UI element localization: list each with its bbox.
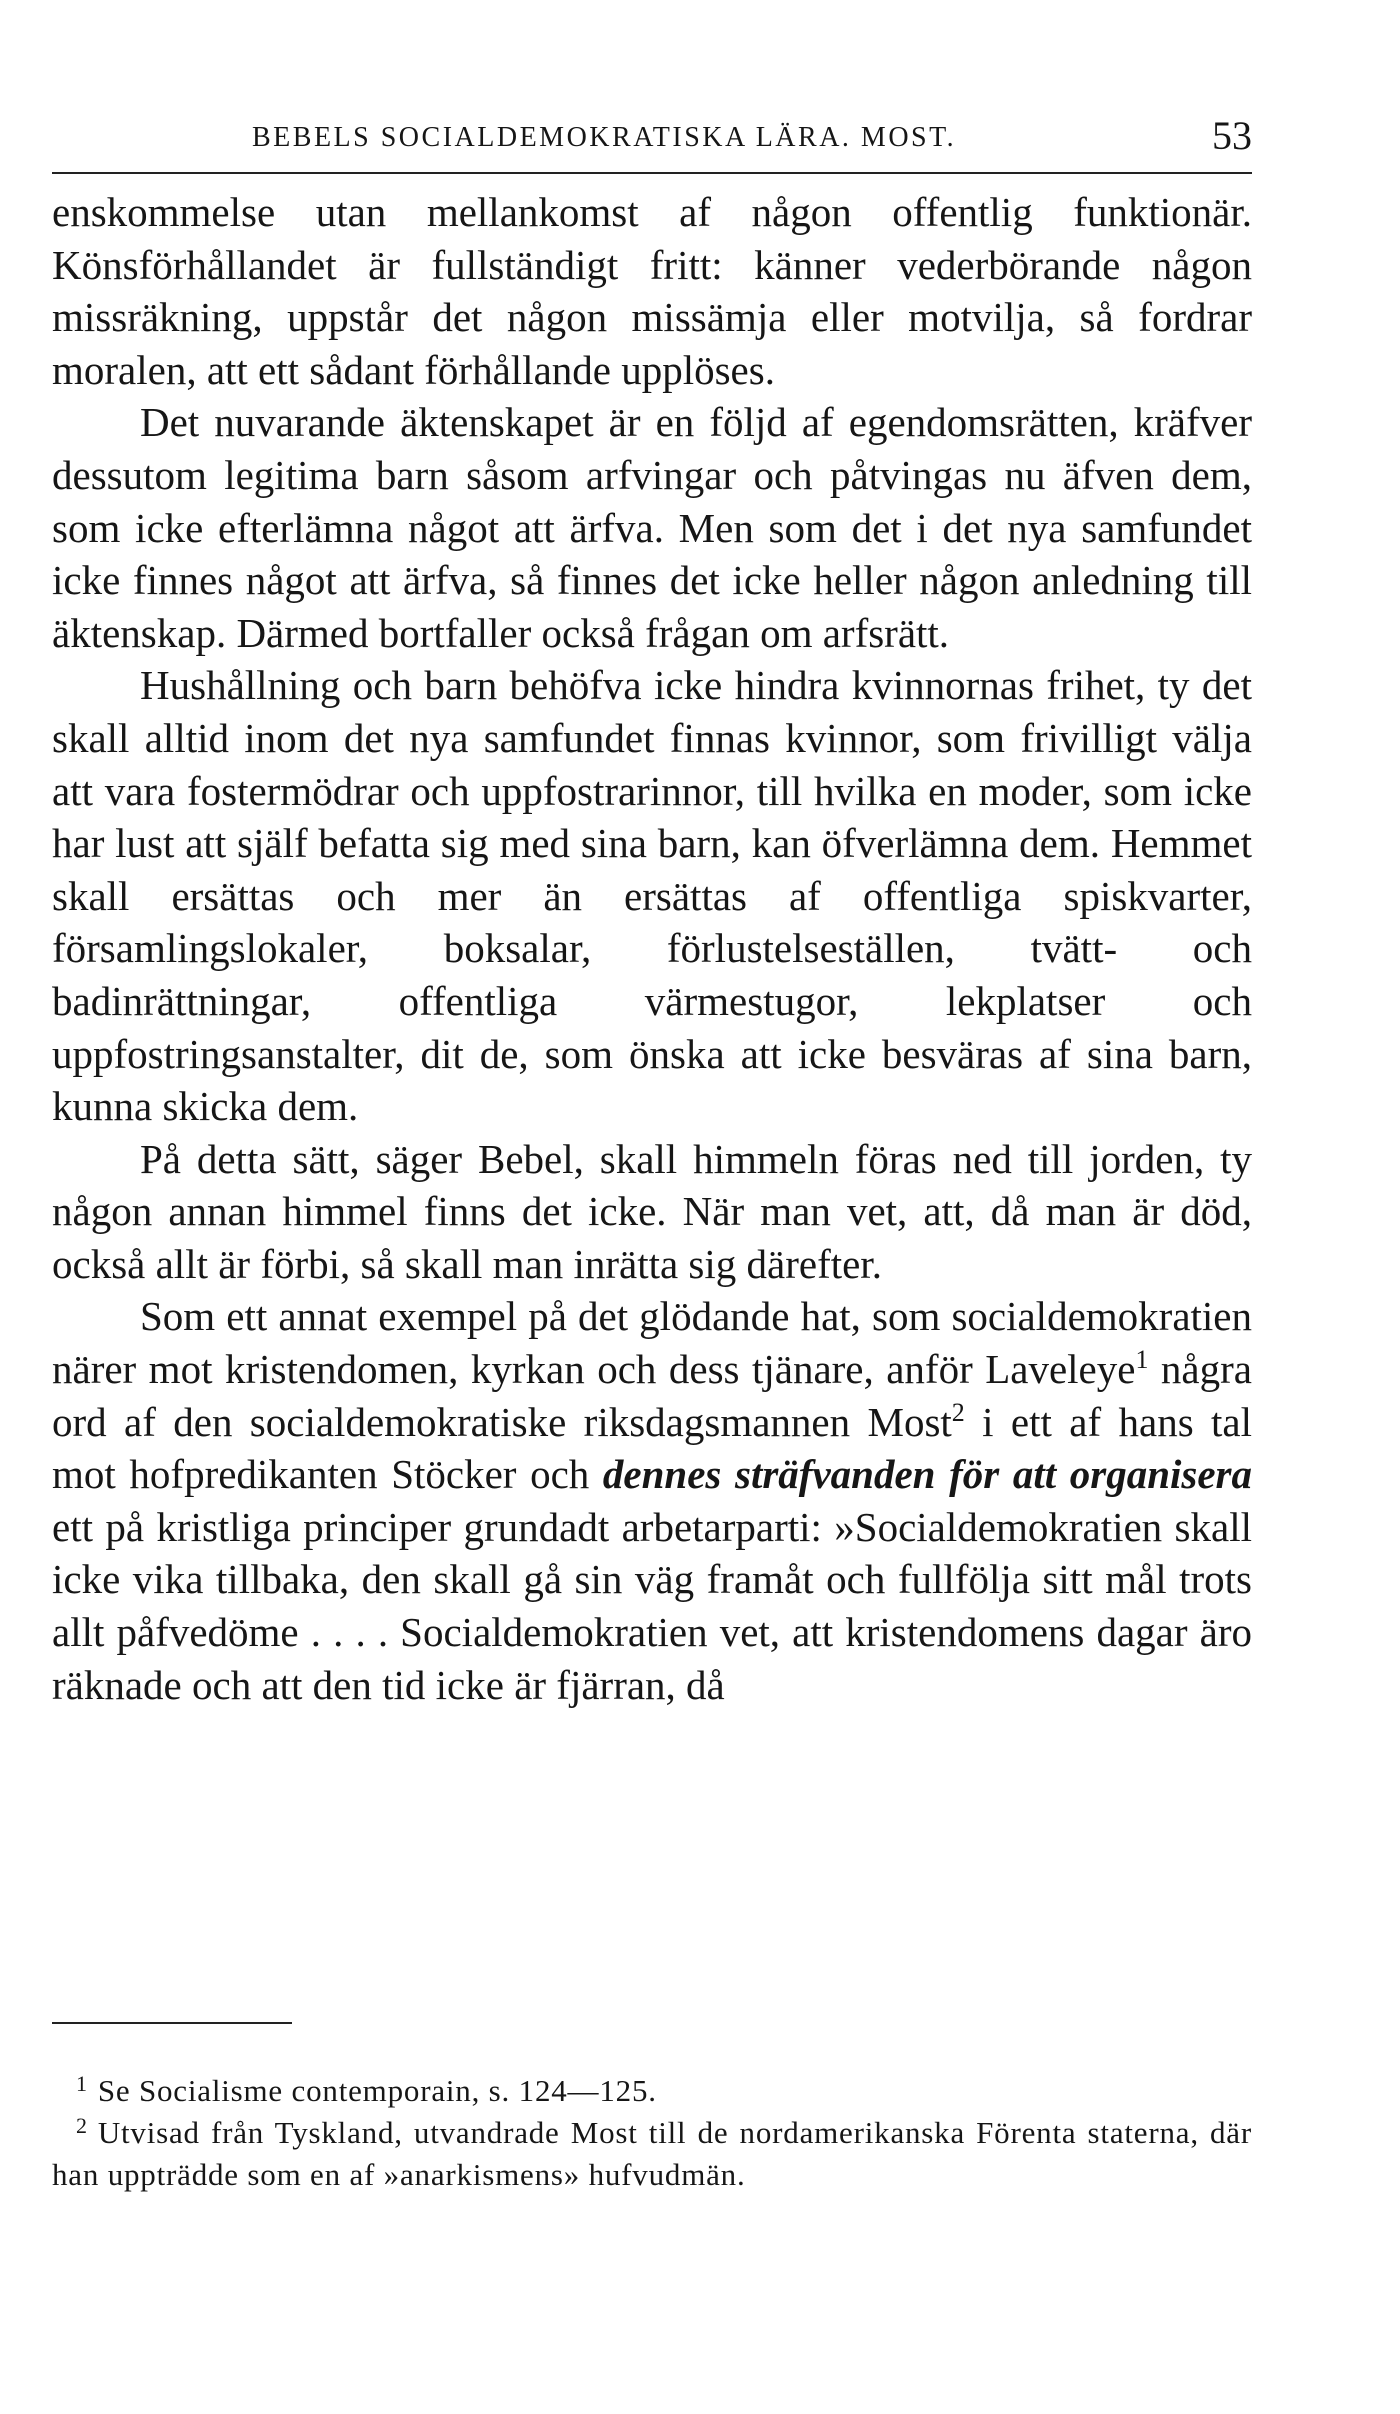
paragraph-most-text-2: några ord af den socialdemokratiske riksdagsmannen Most [52,1346,1252,1445]
paragraph-most-text-3: i ett af hans tal mot hofpredikanten Stöcker och [52,1398,1252,1498]
header-rule [52,172,1252,174]
footnote-ref-2: 2 [951,1397,965,1427]
footnote-mark-1: 1 [76,2071,88,2096]
running-head [52,100,1252,170]
paragraph-bebel: På detta sätt, säger Bebel, skall himmeln föras ned till jorden, ty någon annan himmel finns det icke. När man vet, att, då man är död, också allt är förbi, så skall man inrätta sig därefter. [52,1135,1252,1287]
italic-phrase: dennes sträfvanden för att organisera [602,1451,1252,1498]
running-head-title: BEBELS SOCIALDEMOKRATISKA LÄRA. MOST. [252,122,957,153]
paragraph-marriage: Det nuvarande äktenskapet är en följd af egendomsrätten, kräfver dessutom legitima barn såsom arfvingar och påtvingas nu äfven dem, som icke efterlämna något att ärfva. Men som det i det nya samfundet icke finnes något att ärfva, så finnes det icke heller någon anledning till äktenskap. Därmed bortfaller också frågan om arfsrätt. [52,399,1252,656]
footnote-mark-2: 2 [76,2113,88,2138]
paragraph-most-text-1: Som ett annat exempel på det glödande hat, som socialdemokratien närer mot kristendomen, kyrkan och dess tjänare, anför Laveleye [52,1293,1252,1393]
footnote-1 [52,2070,1252,2112]
footnote-rule [52,2022,292,2024]
paragraph-most-text-4: ett på kristliga principer grundadt arbetarparti: »Socialdemokratien skall icke vika tillbaka, den skall gå sin väg framåt och fullfölja sitt mål trots allt påfvedöme . . . . Socialdemokratien vet, att kristendomens dagar äro räknade och att den tid icke är fjärran, då [52,1503,1252,1708]
body-text [52,186,1252,1711]
footnote-ref-1: 1 [1135,1345,1149,1375]
paragraph-household: Hushållning och barn behöfva icke hindra kvinnornas frihet, ty det skall alltid inom det nya samfundet finnas kvinnor, som frivilligt välja att vara fostermödrar och uppfostrarinnor, till hvilka en moder, som icke har lust att själf befatta sig med sina barn, kan öfverlämna dem. Hemmet skall ersättas och mer än ersättas af offentliga spiskvarter, församlingslokaler, boksalar, förlustelseställen, tvätt- och badinrättningar, offentliga värmestugor, lekplatser och uppfostringsanstalter, dit de, som önska att icke besväras af sina barn, kunna skicka dem. [52,662,1252,1130]
page-number: 53 [1212,113,1252,158]
paragraph-continued: enskommelse utan mellankomst af någon offentlig funktionär. Könsförhållandet är fullständigt fritt: känner vederbörande någon missräkning, uppstår det någon missämja eller motvilja, så fordrar moralen, att ett sådant förhållande upplöses. [52,189,1252,393]
footnote-2 [52,2112,1252,2196]
footnotes [52,2070,1252,2196]
paragraph-most [52,1290,1252,1711]
footnote-text-2: Utvisad från Tyskland, utvandrade Most till de nordamerikanska Förenta staterna, där han uppträdde som en af »anarkismens» hufvudmän. [52,2115,1252,2192]
footnote-text-1: Se Socialisme contemporain, s. 124—125. [97,2073,657,2108]
